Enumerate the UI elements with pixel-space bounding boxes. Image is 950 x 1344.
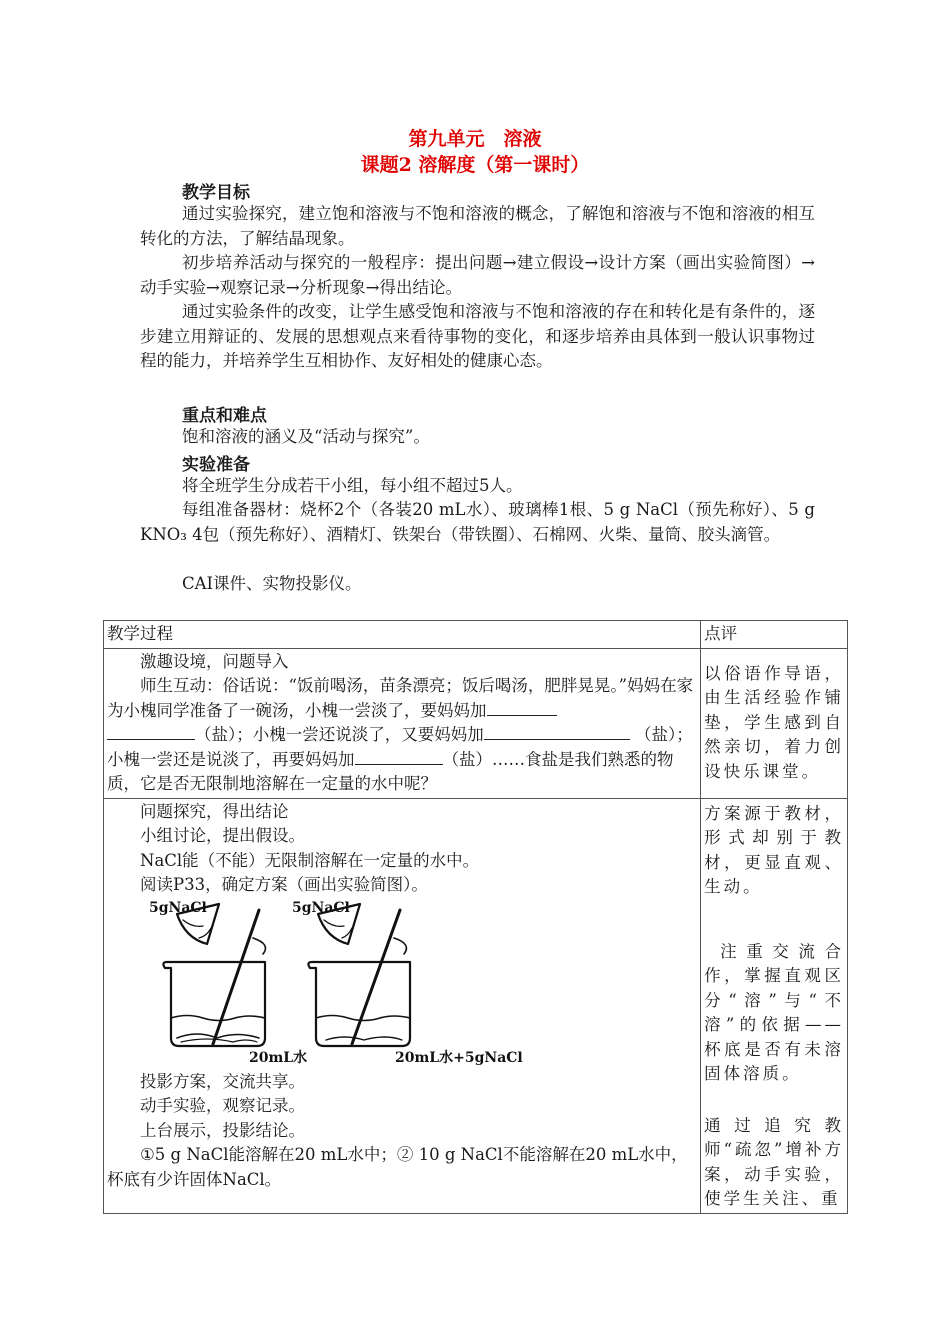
dialog-text-a: 师生互动：俗话说：“饭前喝汤，苗条漂亮；饭后喝汤，肥胖晃晃。”妈妈在家为小槐同学准备了一碗汤，小槐一尝淡了，要妈妈加 [107, 676, 694, 720]
inquiry-line: 动手实验，观察记录。 [140, 1096, 305, 1115]
beaker-2-icon [308, 904, 410, 1046]
process-cell-inquiry [104, 798, 701, 1213]
table-row [104, 798, 848, 1213]
dialog-paragraph [107, 674, 697, 797]
comment-text: 注重交流合作，掌握直观区分“溶”与“不溶”的依据——杯底是否有未溶固体溶质。 [704, 941, 844, 1083]
fig-label-1: 5gNaCl [149, 899, 207, 916]
fig-label-2: 5gNaCl [292, 899, 350, 916]
beaker-1-icon [163, 904, 265, 1046]
fig-caption-1: 20mL水 [249, 1049, 308, 1066]
fill-blank [107, 723, 195, 740]
goal-paragraph-1: 通过实验探究，建立饱和溶液与不饱和溶液的概念，了解饱和溶液与不饱和溶液的相互转化的方法，了解结晶现象。 [140, 204, 815, 248]
prep-paragraph-1: 将全班学生分成若干小组，每小组不超过5人。 [182, 476, 523, 495]
process-column-header: 教学过程 [104, 621, 701, 649]
inquiry-result: ①5 g NaCl能溶解在20 mL水中；② 10 g NaCl不能溶解在20 mL水中，杯底有少许固体NaCl。 [107, 1145, 688, 1189]
teaching-process-table [103, 620, 848, 1214]
key-points-heading: 重点和难点 [182, 406, 267, 426]
table-row [104, 648, 848, 798]
prep-heading: 实验准备 [182, 455, 250, 475]
comment-text: 以俗语作导语，由生活经验作铺垫，学生感到自然亲切，着力创设快乐课堂。 [704, 663, 844, 781]
fill-blank [484, 723, 630, 740]
inquiry-line: 小组讨论，提出假设。 [140, 826, 305, 845]
fig-caption-2: 20mL水+5gNaCl [395, 1049, 523, 1066]
prep-paragraph-3: CAI课件、实物投影仪。 [182, 574, 362, 593]
comment-cell-inquiry [701, 798, 848, 1213]
goals-heading: 教学目标 [182, 183, 250, 203]
beaker-diagram [137, 898, 557, 1070]
lesson-title: 课题2 溶解度（第一课时） [360, 154, 590, 176]
comment-column-header: 点评 [701, 621, 848, 649]
inquiry-line: 上台展示，投影结论。 [140, 1120, 305, 1140]
goal-paragraph-2: 初步培养活动与探究的一般程序：提出问题→建立假设→设计方案（画出实验简图）→动手实验→观察记录→分析现象→得出结论。 [140, 253, 815, 297]
comment-text: 方案源于教材，形式却别于教材，更显直观、生动。 [704, 803, 844, 896]
goal-paragraph-3: 通过实验条件的改变，让学生感受饱和溶液与不饱和溶液的存在和转化是有条件的，逐步建立用辩证的、发展的思想观点来看待事物的变化，和逐步培养由具体到一般认识事物过程的能力，并培养学生互相协作、友好相处的健康心态。 [140, 302, 815, 371]
inquiry-line: NaCl能（不能）无限制溶解在一定量的水中。 [140, 850, 480, 870]
fill-blank [487, 699, 557, 716]
unit-title: 第九单元 溶液 [408, 128, 542, 150]
inquiry-line: 投影方案，交流共享。 [140, 1071, 305, 1091]
comment-text: 通过追究教师“疏忽”增补方案，动手实验，使学生关注、重 [704, 1115, 844, 1208]
prep-paragraph-2: 每组准备器材：烧杯2个（各装20 mL水）、玻璃棒1根、5 g NaCl（预先称好）、5 g KNO₃ 4包（预先称好）、酒精灯、铁架台（带铁圈）、石棉网、火柴、量筒、胶头滴管。 [140, 500, 815, 544]
dialog-text-b: （盐）；小槐一尝还说淡了，又要妈妈加 [195, 725, 484, 744]
inquiry-line: 阅读P33，确定方案（画出实验简图）。 [140, 875, 428, 894]
dialog-text-d: （盐）……食盐是我们熟悉的物质，它是否无限制地溶解在一定量的水中呢？ [107, 749, 674, 793]
table-header-row [104, 621, 848, 649]
dialog-text-c: （盐）；小槐一尝还是说淡了，再要妈妈加 [107, 725, 693, 769]
process-cell-intro [104, 648, 701, 798]
inquiry-heading: 问题探究，得出结论 [140, 801, 289, 821]
fill-blank [355, 748, 443, 765]
intro-heading: 激趣设境，问题导入 [140, 651, 289, 671]
comment-cell-intro [701, 648, 848, 798]
experiment-diagram [107, 898, 697, 1070]
key-points-text: 饱和溶液的涵义及“活动与探究”。 [182, 427, 430, 446]
